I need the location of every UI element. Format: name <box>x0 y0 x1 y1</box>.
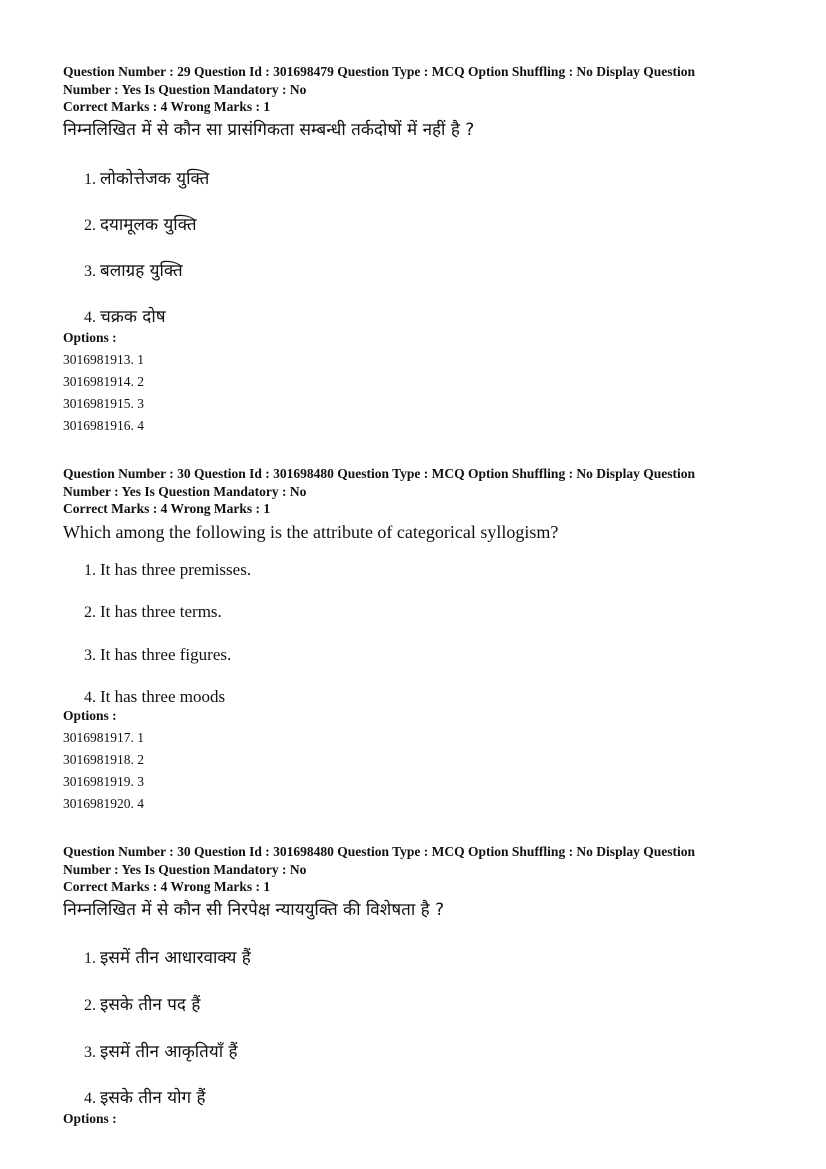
option-id: 3016981918. 2 <box>63 752 144 767</box>
option-item <box>84 304 166 327</box>
option-id: 3016981920. 4 <box>63 796 144 811</box>
question-meta-line-2: Number : Yes Is Question Mandatory : No <box>63 82 307 97</box>
option-item <box>84 992 200 1015</box>
option-number: 1. <box>84 562 96 579</box>
option-text: इसमें तीन आधारवाक्य हैं <box>100 948 251 968</box>
option-text: चक्रक दोष <box>100 307 166 327</box>
option-text: इसमें तीन आकृतियाँ हैं <box>100 1042 238 1062</box>
option-number: 2. <box>84 217 96 234</box>
option-text: इसके तीन योग हैं <box>100 1088 206 1108</box>
question-marks: Correct Marks : 4 Wrong Marks : 1 <box>63 99 271 114</box>
option-item <box>84 945 251 968</box>
option-number: 3. <box>84 1044 96 1061</box>
option-item <box>84 1085 206 1108</box>
question-meta-line-1: Question Number : 29 Question Id : 301698479 Question Type : MCQ Option Shuffling : No Display Question <box>63 64 695 79</box>
option-item <box>84 212 197 235</box>
options-label: Options : <box>63 1111 117 1126</box>
option-number: 3. <box>84 647 96 664</box>
option-text: It has three premisses. <box>100 560 252 579</box>
option-item <box>84 166 209 189</box>
option-number: 2. <box>84 997 96 1014</box>
option-item <box>84 1039 238 1062</box>
options-label: Options : <box>63 330 117 345</box>
question-block-30-english <box>63 465 763 544</box>
option-text: बलाग्रह युक्ति <box>100 261 183 281</box>
option-number: 2. <box>84 604 96 621</box>
option-number: 4. <box>84 1090 96 1107</box>
question-meta-line-2: Number : Yes Is Question Mandatory : No <box>63 484 307 499</box>
question-marks: Correct Marks : 4 Wrong Marks : 1 <box>63 879 271 894</box>
question-block-30-hindi <box>63 843 763 922</box>
option-text: दयामूलक युक्ति <box>100 215 197 235</box>
question-meta-line-2: Number : Yes Is Question Mandatory : No <box>63 862 307 877</box>
question-block-29 <box>63 63 763 142</box>
option-text: It has three figures. <box>100 645 232 664</box>
option-id: 3016981915. 3 <box>63 396 144 411</box>
option-text: It has three moods <box>100 687 226 706</box>
option-text: It has three terms. <box>100 602 222 621</box>
option-number: 4. <box>84 689 96 706</box>
question-text: निम्नलिखित में से कौन सा प्रासंगिकता सम्बन्धी तर्कदोषों में नहीं है ? <box>63 120 475 140</box>
option-number: 1. <box>84 950 96 967</box>
option-item <box>84 687 225 707</box>
option-id: 3016981919. 3 <box>63 774 144 789</box>
option-item <box>84 560 251 580</box>
option-number: 1. <box>84 171 96 188</box>
question-text: Which among the following is the attribute of categorical syllogism? <box>63 522 559 542</box>
option-id: 3016981913. 1 <box>63 352 144 367</box>
option-text: लोकोत्तेजक युक्ति <box>100 169 210 189</box>
option-item <box>84 602 222 622</box>
option-item <box>84 258 183 281</box>
option-id: 3016981916. 4 <box>63 418 144 433</box>
options-label: Options : <box>63 708 117 723</box>
question-text: निम्नलिखित में से कौन सी निरपेक्ष न्याययुक्ति की विशेषता है ? <box>63 900 445 920</box>
question-marks: Correct Marks : 4 Wrong Marks : 1 <box>63 501 271 516</box>
option-item <box>84 645 231 665</box>
option-id: 3016981914. 2 <box>63 374 144 389</box>
option-text: इसके तीन पद हैं <box>100 995 201 1015</box>
question-meta-line-1: Question Number : 30 Question Id : 301698480 Question Type : MCQ Option Shuffling : No Display Question <box>63 844 695 859</box>
option-number: 3. <box>84 263 96 280</box>
option-number: 4. <box>84 309 96 326</box>
question-meta-line-1: Question Number : 30 Question Id : 301698480 Question Type : MCQ Option Shuffling : No Display Question <box>63 466 695 481</box>
option-id: 3016981917. 1 <box>63 730 144 745</box>
